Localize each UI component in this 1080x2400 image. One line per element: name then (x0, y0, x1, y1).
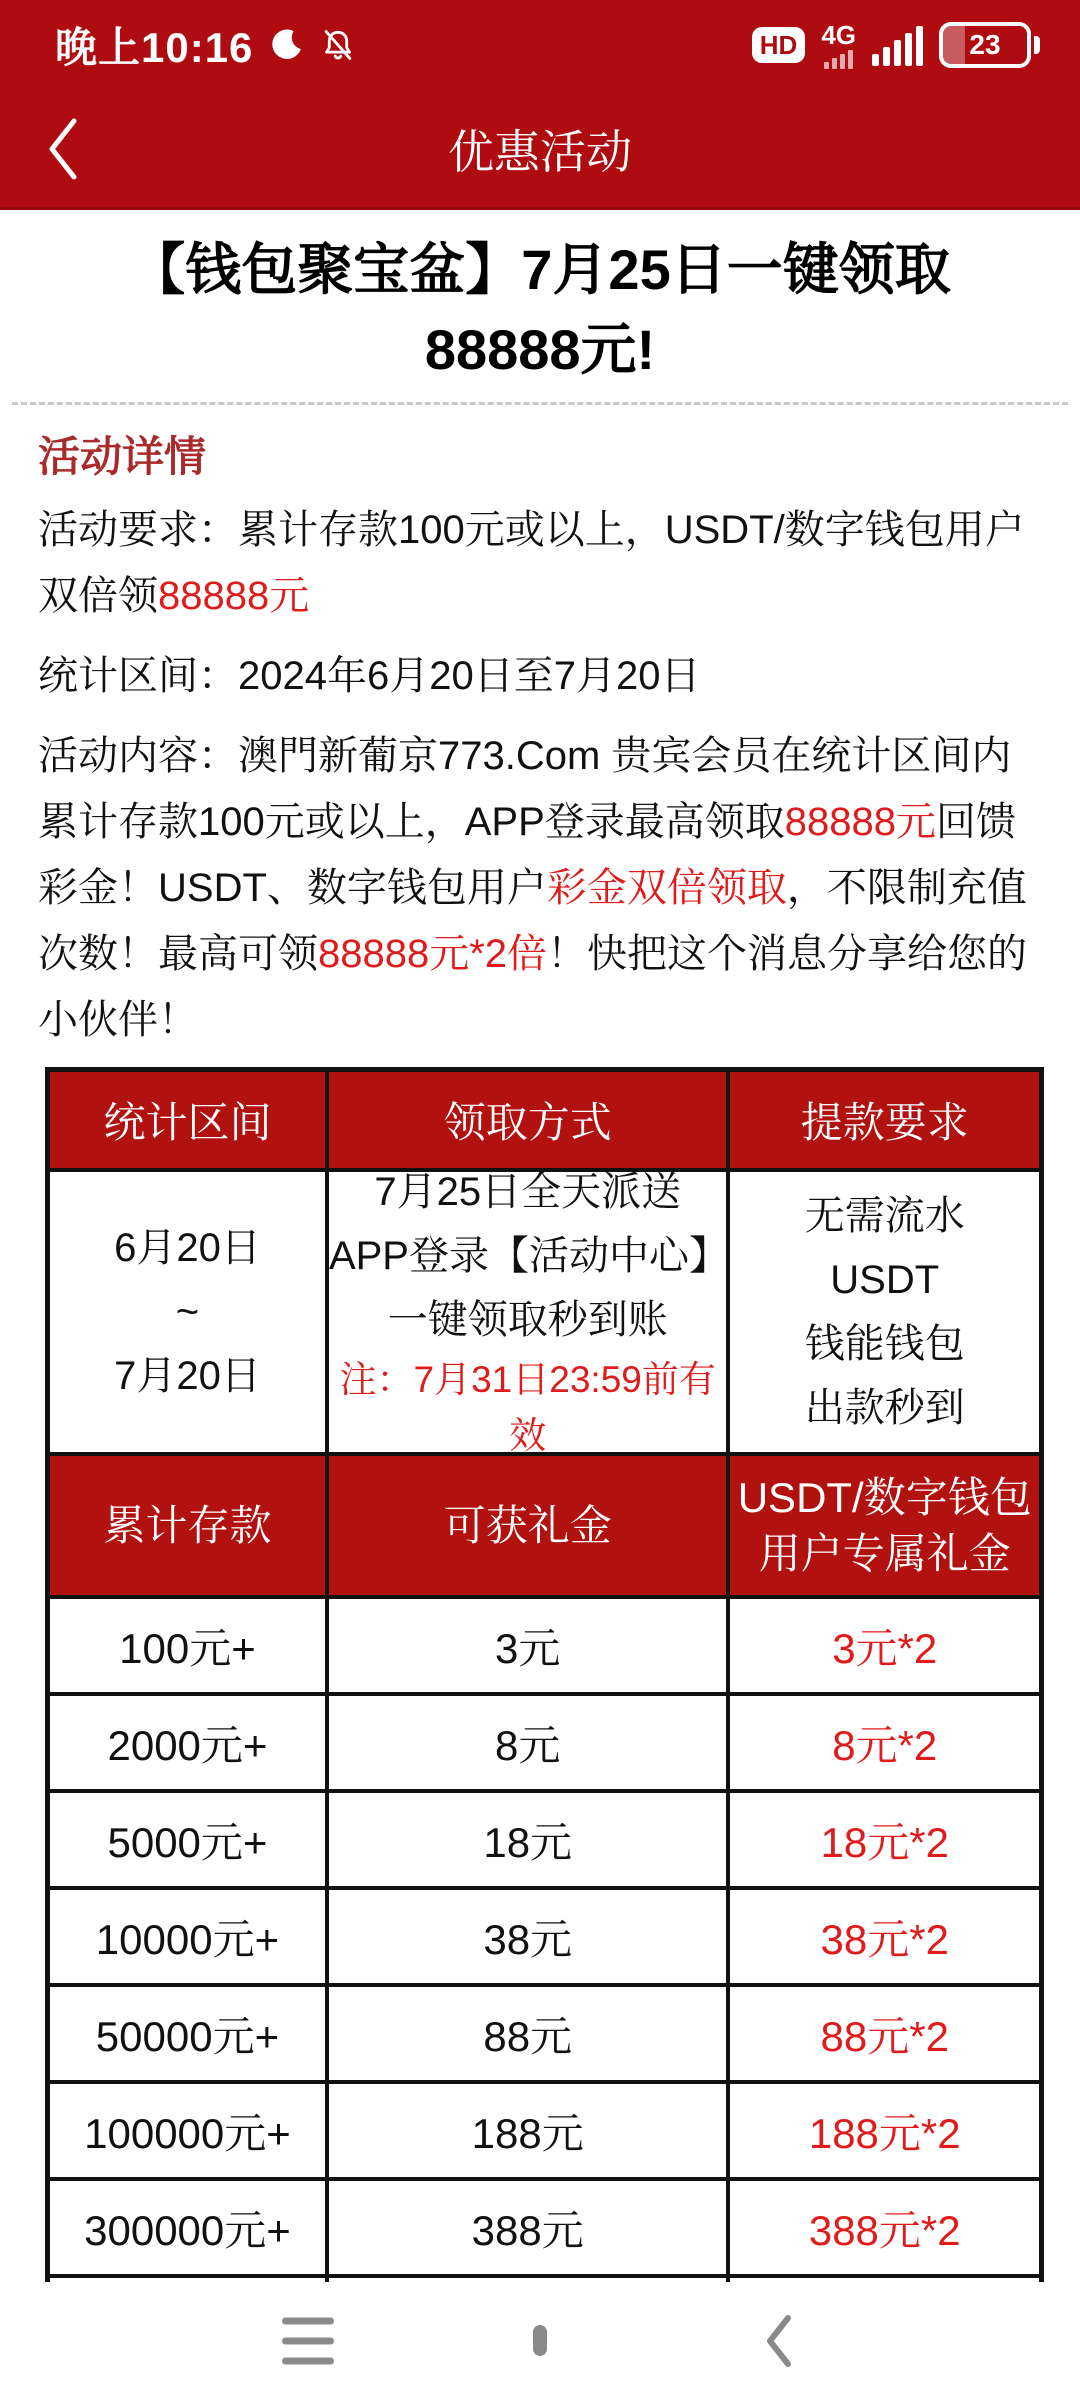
cell-period (50, 1172, 325, 1452)
th-deposit: 累计存款 (50, 1456, 325, 1595)
cell-deposit: 50000元+ (95, 2012, 280, 2060)
withdraw-line: 无需流水 (804, 1194, 965, 1238)
network-indicator (821, 19, 856, 69)
th-period: 统计区间 (50, 1072, 325, 1168)
method-line: APP登录【活动中心】 (328, 1234, 729, 1278)
text-segment: ，不限制充值次数！最高可领 (38, 866, 1027, 976)
th-withdraw-req: 提款要求 (726, 1072, 1039, 1168)
signal-bars-icon (872, 24, 923, 66)
page-header-title: 优惠活动 (448, 125, 632, 178)
battery-indicator (939, 22, 1040, 68)
table-info-row (50, 1168, 1039, 1456)
cell-usdt-gift: 18元*2 (726, 1793, 1039, 1886)
back-button[interactable] (40, 90, 130, 207)
cell-usdt-gift: 8元*2 (726, 1696, 1039, 1789)
table-header-row-2 (50, 1452, 1039, 1595)
text-segment: ！快把这个消息分享给您的小伙伴！ (38, 932, 1028, 1042)
table-row (50, 2080, 1039, 2177)
th-claim-method: 领取方式 (325, 1072, 727, 1168)
table-row (50, 1692, 1039, 1789)
article-title (30, 230, 1050, 390)
highlight-amount: 88888元 (158, 574, 310, 618)
withdraw-line: USDT (830, 1258, 940, 1302)
status-time: 晚上10:16 (55, 24, 254, 71)
th-gift: 可获礼金 (325, 1456, 727, 1595)
period-line: 6月20日 (114, 1226, 261, 1270)
cell-gift: 88元 (325, 1987, 727, 2080)
highlight-amount: 88888元 (784, 800, 937, 844)
cell-deposit: 5000元+ (107, 1818, 268, 1866)
cell-withdraw-req (726, 1172, 1039, 1452)
status-bar (0, 0, 1080, 90)
android-nav-bar (0, 2282, 1080, 2400)
table-row (50, 1886, 1039, 1983)
period-line: ~ (175, 1290, 200, 1334)
table-header-row-1 (50, 1072, 1039, 1168)
paragraph-requirement (38, 497, 1042, 629)
menu-icon (282, 2318, 334, 2365)
paragraph-period: 统计区间：2024年6月20日至7月20日 (38, 654, 701, 698)
text-segment: 回馈彩金！USDT、数字钱包用户 (38, 800, 1017, 910)
table-row (50, 1789, 1039, 1886)
method-line: 7月25日全天派送 (374, 1170, 682, 1214)
cell-deposit: 100元+ (119, 1624, 256, 1672)
cell-usdt-gift: 188元*2 (726, 2084, 1039, 2177)
th-usdt-gift-line2: 用户专属礼金 (758, 1529, 1011, 1577)
back-chevron-icon (761, 2312, 795, 2370)
cell-usdt-gift: 88元*2 (726, 1987, 1039, 2080)
battery-percent: 23 (969, 29, 1001, 60)
table-row (50, 1595, 1039, 1692)
nav-home-button[interactable] (533, 2332, 547, 2350)
table-row (50, 2177, 1039, 2274)
cell-gift: 18元 (325, 1793, 727, 1886)
cell-gift: 3元 (325, 1599, 727, 1692)
battery-fill (943, 26, 965, 64)
battery-cap (1034, 36, 1040, 54)
cell-gift: 8元 (325, 1696, 727, 1789)
cell-usdt-gift: 388元*2 (726, 2181, 1039, 2274)
cell-deposit: 100000元+ (84, 2109, 291, 2157)
paragraph-content (38, 723, 1042, 1053)
cell-claim-method (325, 1170, 729, 1456)
nav-back-button[interactable] (761, 2312, 795, 2370)
withdraw-line: 出款秒到 (804, 1386, 965, 1430)
th-usdt-gift-line1: USDT/数字钱包 (737, 1473, 1032, 1521)
text-segment: 活动内容：澳門新葡京773.Com 贵宾会员在统计区间内累计存款100元或以上，APP登录最高领取 (38, 734, 1012, 844)
highlight-double-claim: 彩金双倍领取 (546, 866, 787, 910)
app-bar (0, 90, 1080, 210)
cell-gift: 38元 (325, 1890, 727, 1983)
article-title-line2: 88888元! (424, 318, 656, 381)
network-type-label: 4G (821, 19, 856, 50)
text-segment: 活动要求：累计存款100元或以上，USDT/数字钱包用户双倍领 (38, 508, 1025, 618)
th-usdt-gift (726, 1456, 1039, 1595)
cell-usdt-gift: 38元*2 (726, 1890, 1039, 1983)
article-title-line1: 【钱包聚宝盆】7月25日一键领取 (129, 238, 951, 301)
withdraw-line: 钱能钱包 (804, 1322, 965, 1366)
sim2-signal-icon (824, 50, 853, 69)
method-note: 注：7月31日23:59前有效 (339, 1359, 716, 1456)
cell-gift: 388元 (325, 2181, 727, 2274)
moon-icon (267, 26, 305, 64)
cell-deposit: 300000元+ (84, 2206, 291, 2254)
chevron-left-icon (40, 113, 86, 185)
cell-deposit: 10000元+ (95, 1915, 280, 1963)
bell-muted-icon (319, 26, 357, 64)
cell-deposit: 2000元+ (107, 1721, 268, 1769)
period-line: 7月20日 (114, 1354, 261, 1398)
section-heading: 活动详情 (38, 433, 207, 480)
cell-usdt-gift: 3元*2 (726, 1599, 1039, 1692)
promo-table (45, 1067, 1044, 2290)
method-line: 一键领取秒到账 (387, 1298, 668, 1342)
table-row (50, 1983, 1039, 2080)
cell-gift: 188元 (325, 2084, 727, 2177)
nav-menu-button[interactable] (282, 2318, 334, 2365)
dashed-divider (12, 402, 1068, 405)
hd-badge: HD (752, 27, 806, 63)
home-icon (533, 2325, 547, 2356)
highlight-amount-x2: 88888元*2倍 (318, 932, 548, 976)
